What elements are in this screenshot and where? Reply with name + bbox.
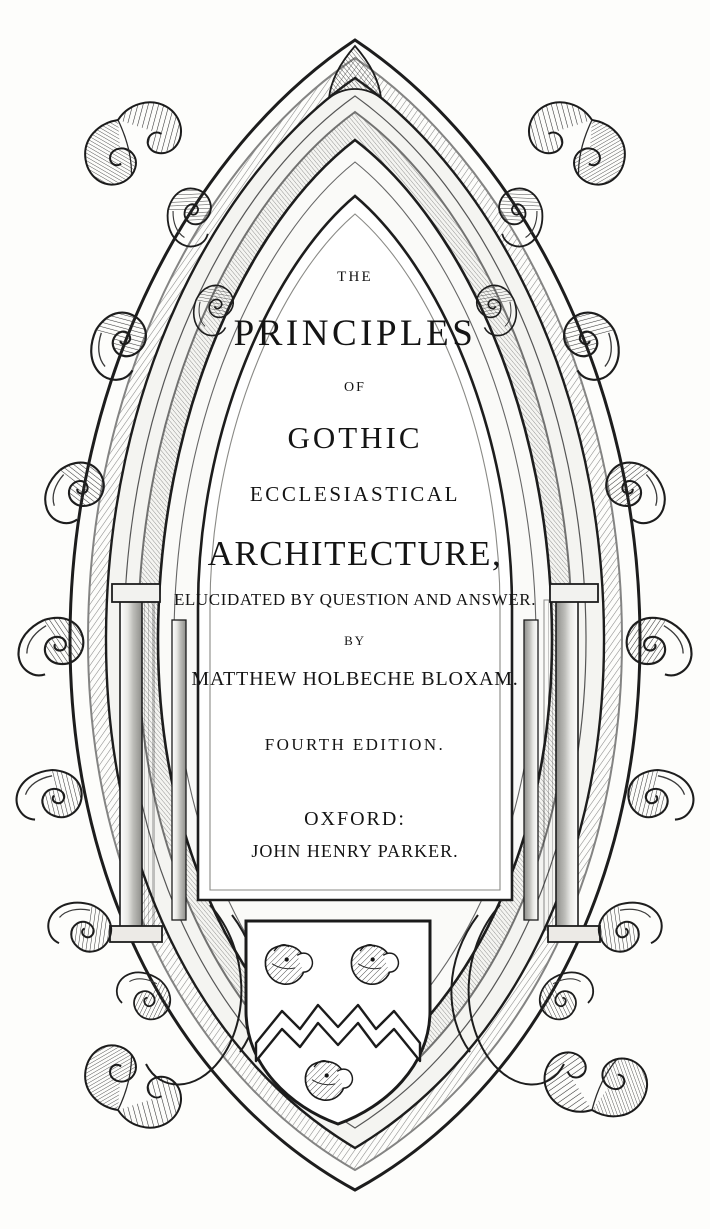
title-line-by: BY [344,632,366,648]
title-line-principles: PRINCIPLES [233,312,477,354]
title-line-architecture: ARCHITECTURE, [207,533,503,573]
corner-foliage-bottom-right [536,1034,655,1133]
corner-foliage-bottom-left [73,1038,192,1137]
title-line-the: THE [337,269,373,285]
publisher-name: JOHN HENRY PARKER. [251,841,459,861]
coat-of-arms [238,915,438,1130]
title-line-ecclesiastical: ECCLESIASTICAL [249,482,461,507]
title-line-of: OF [344,380,366,395]
corner-foliage-top-left [73,93,192,192]
author-name: MATTHEW HOLBECHE BLOXAM. [191,667,519,690]
title-subtitle: ELUCIDATED BY QUESTION AND ANSWER. [173,590,537,610]
publication-city: OXFORD: [304,808,406,830]
edition-statement: FOURTH EDITION. [264,734,446,754]
title-line-gothic: GOTHIC [287,419,423,455]
corner-foliage-top-right [518,93,637,192]
title-text-block [155,268,555,863]
